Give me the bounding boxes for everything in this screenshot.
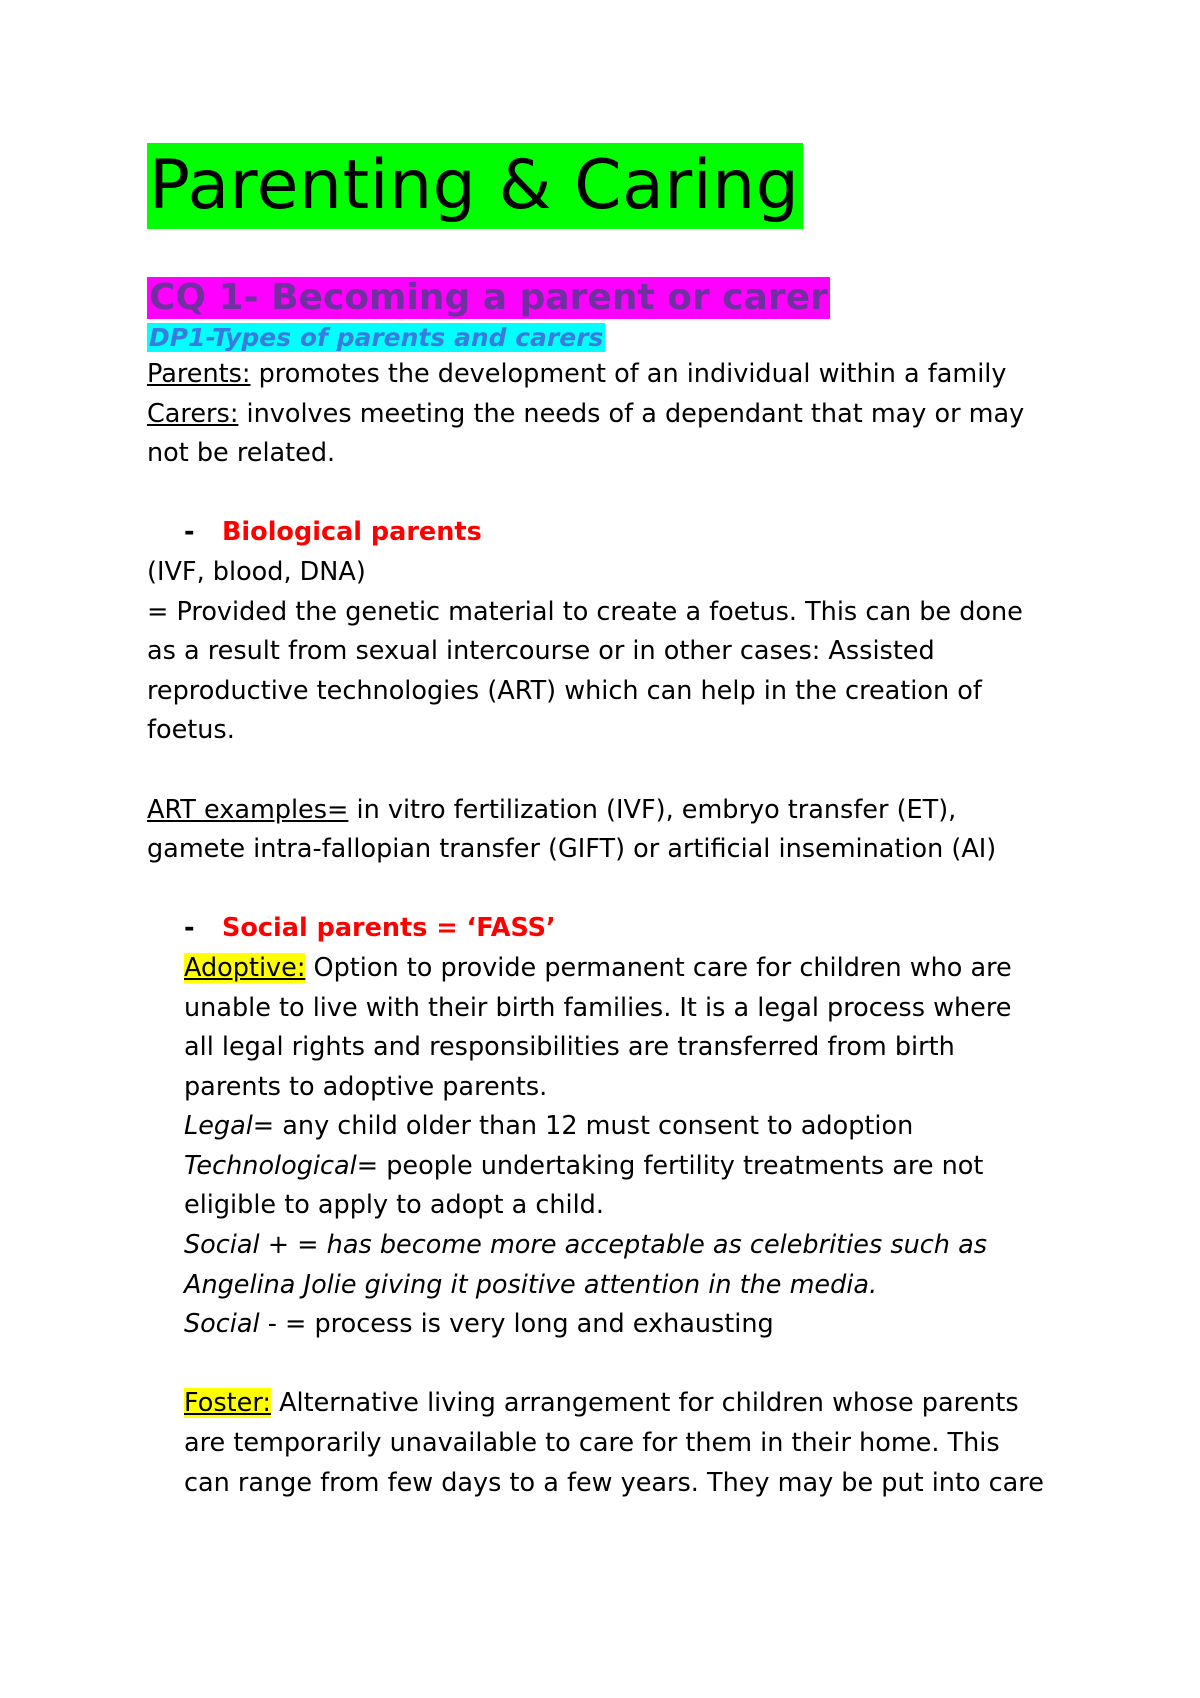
biological-description: = Provided the genetic material to create a foetus. This can be done as a result from sexual intercourse or in other cases: Assisted reproductive technologies (ART) which can help in the creation of foetus. — [147, 596, 1023, 746]
parents-definition: Parents: promotes the development of an individual within a family — [147, 359, 1007, 389]
bullet-social-parents: - Social parents = ‘FASS’ — [147, 909, 1087, 949]
adoptive-definition: Adoptive: Option to provide permanent care for children who are unable to live with their birth families. It is a legal process where all legal rights and responsibilities are transferred from birth parents to adoptive parents. — [184, 952, 1012, 1102]
foster-label: Foster: — [184, 1388, 271, 1419]
bullet-dash: - — [184, 913, 195, 944]
adoptive-label: Adoptive: — [184, 952, 306, 983]
bullet-biological-parents: - Biological parents — [147, 513, 1087, 553]
carers-label: Carers: — [147, 398, 239, 429]
foster-definition: Foster: Alternative living arrangement for children whose parents are temporarily unavailable to care for them in their home. This can range from few days to a few years. They may be put into care — [184, 1388, 1044, 1498]
bullet-dash: - — [184, 517, 195, 548]
technological-note: Technological= people undertaking fertility treatments are not eligible to apply to adopt a child. — [184, 1150, 984, 1221]
social-minus-note: Social - = process is very long and exhausting — [184, 1309, 774, 1340]
art-examples: ART examples= in vitro fertilization (IVF), embryo transfer (ET), gamete intra-fallopian transfer (GIFT) or artificial insemination (AI) — [147, 794, 997, 865]
carers-definition: Carers: involves meeting the needs of a dependant that may or may not be related. — [147, 398, 1025, 469]
biological-methods: (IVF, blood, DNA) — [147, 556, 366, 587]
document-title: Parenting & Caring — [147, 143, 803, 229]
document-page — [147, 143, 1087, 1503]
social-plus-note: Social + = has become more acceptable as celebrities such as Angelina Jolie giving it positive attention in the media. — [184, 1230, 987, 1300]
section-heading-cq1: CQ 1- Becoming a parent or carer — [149, 277, 828, 318]
parents-label: Parents: — [147, 359, 251, 389]
legal-note: Legal= any child older than 12 must consent to adoption — [184, 1111, 914, 1142]
art-examples-label: ART examples= — [147, 794, 349, 825]
subsection-heading-dp1: DP1-Types of parents and carers — [149, 323, 604, 352]
social-parents-section — [147, 949, 1087, 1503]
